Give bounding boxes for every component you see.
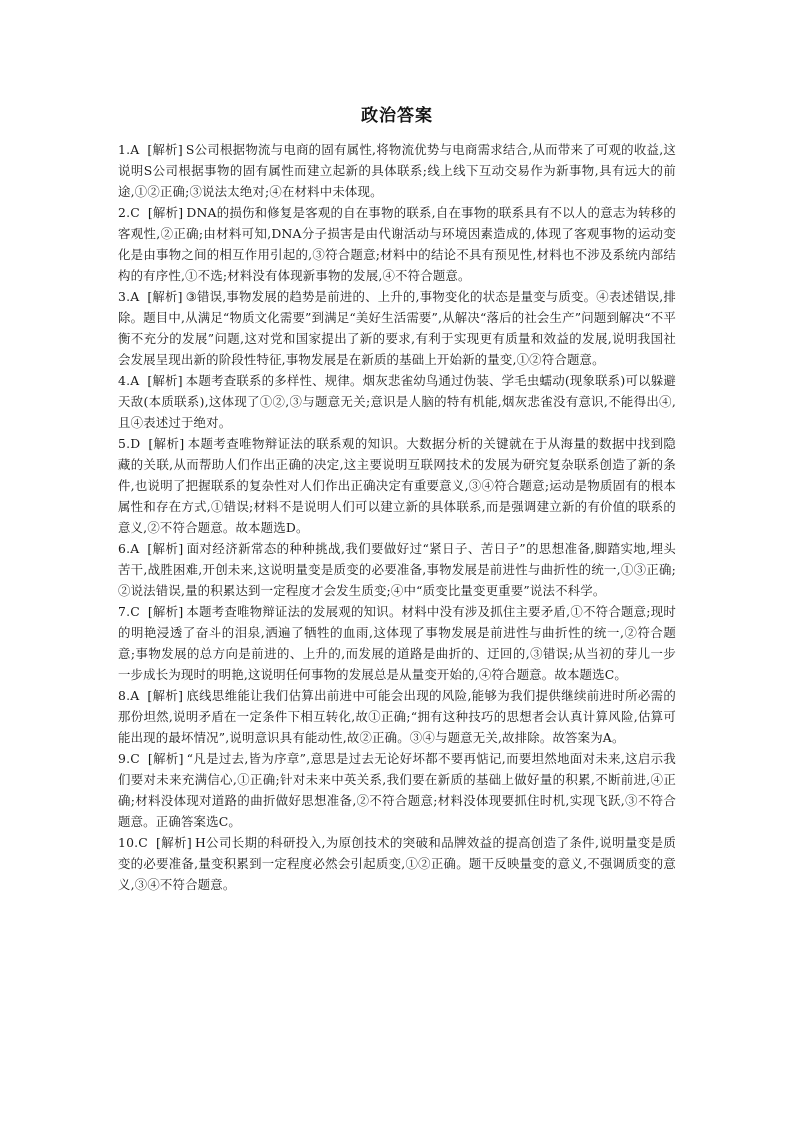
analysis-text: 底线思维能让我们估算出前进中可能会出现的风险,能够为我们提供继续前进时所必需的那份坦然,说明矛盾在一定条件下相互转化,故①正确;“拥有这种技巧的思想者会认真计算风险,估算可能出现的最坏情况”,说明意识具有能动性,故②正确。③④与题意无关,故排除。故答案为A。 [118,688,676,745]
answer-item-9 [118,748,676,832]
answer-item-2 [118,202,676,286]
analysis-text: S公司根据物流与电商的固有属性,将物流优势与电商需求结合,从而带来了可观的收益,这说明S公司根据事物的固有属性而建立起新的具体联系;线上线下互动交易作为新事物,具有远大的前途,①②正确;③说法太绝对;④在材料中未体现。 [118,142,677,199]
analysis-text: H公司长期的科研投入,为原创技术的突破和品牌效益的提高创造了条件,说明量变是质变的必要准备,量变积累到一定程度必然会引起质变,①②正确。题干反映量变的意义,不强调质变的意义,③④不符合题意。 [118,835,677,892]
answer-number: 7.C [118,604,140,619]
analysis-tag: [解析] [148,436,185,451]
answer-item-1 [118,139,676,202]
answer-item-6 [118,538,676,601]
analysis-text: DNA的损伤和修复是客观的自在事物的联系,自在事物的联系具有不以人的意志为转移的客观性,②正确;由材料可知,DNA分子损害是由代谢活动与环境因素造成的,体现了客观事物的运动变化是由事物之间的相互作用引起的,③符合题意;材料中的结论不具有预见性,材料也不涉及系统内部结构的有序性,①不选;材料没有体现新事物的发展,④不符合题意。 [118,205,677,283]
answer-item-4 [118,370,676,433]
analysis-tag: [解析] [147,688,184,703]
analysis-tag: [解析] [147,289,183,304]
answer-number: 10.C [118,835,148,850]
answer-number: 3.A [118,289,140,304]
answer-number: 9.C [118,751,140,766]
analysis-tag: [解析] [147,205,184,220]
answer-sheet [118,104,676,895]
answer-item-3 [118,286,676,370]
analysis-text: ③错误,事物发展的趋势是前进的、上升的,事物变化的状态是量变与质变。④表述错误,排除。题目中,从满足“物质文化需要”到满足“美好生活需要”,从解决“落后的社会生产”问题到解决“不平衡不充分的发展”问题,这对党和国家提出了新的要求,有利于实现更有质量和效益的发展,说明我国社会发展呈现出新的阶段性特征,事物发展是在新质的基础上开始新的量变,①②符合题意。 [118,289,677,367]
answer-number: 1.A [118,142,140,157]
answer-item-10 [118,832,676,895]
analysis-text: “凡是过去,皆为序章”,意思是过去无论好坏都不要再惦记,而要坦然地面对未来,这启示我们要对未来充满信心,①正确;针对未来中英关系,我们要在新质的基础上做好量的积累,不断前进,④正确;材料没体现对道路的曲折做好思想准备,②不符合题意;材料没体现要抓住时机,实现飞跃,③不符合题意。正确答案选C。 [118,751,677,829]
answer-item-7 [118,601,676,685]
analysis-tag: [解析] [147,604,184,619]
answer-item-8 [118,685,676,748]
answer-number: 8.A [118,688,140,703]
answer-number: 6.A [118,541,140,556]
analysis-tag: [解析] [147,142,183,157]
analysis-tag: [解析] [156,835,192,850]
analysis-tag: [解析] [147,751,184,766]
page-title: 政治答案 [361,106,433,126]
answer-number: 2.C [118,205,140,220]
analysis-text: 本题考查唯物辩证法的联系观的知识。大数据分析的关键就在于从海量的数据中找到隐藏的关联,从而帮助人们作出正确的决定,这主要说明互联网技术的发展为研究复杂联系创造了新的条件,也说明了把握联系的复杂性对人们作出正确决定有重要意义,③④符合题意;运动是物质固有的根本属性和存在方式,①错误;材料不是说明人们可以建立新的具体联系,而是强调建立新的有价值的联系的意义,②不符合题意。故本题选D。 [118,436,677,535]
analysis-tag: [解析] [147,541,184,556]
answer-number: 4.A [118,373,140,388]
analysis-text: 本题考查联系的多样性、规律。烟灰悲雀幼鸟通过伪装、学毛虫蠕动(现象联系)可以躲避天敌(本质联系),这体现了①②,③与题意无关;意识是人脑的特有机能,烟灰悲雀没有意识,不能得出④,且④表述过于绝对。 [118,373,677,430]
analysis-tag: [解析] [147,373,183,388]
answer-item-5 [118,433,676,538]
analysis-text: 面对经济新常态的种种挑战,我们要做好过“紧日子、苦日子”的思想准备,脚踏实地,埋头苦干,战胜困难,开创未来,这说明量变是质变的必要准备,事物发展是前进性与曲折性的统一,①③正确;②说法错误,量的积累达到一定程度才会发生质变;④中“质变比量变更重要”说法不科学。 [118,541,677,598]
analysis-text: 本题考查唯物辩证法的发展观的知识。材料中没有涉及抓住主要矛盾,①不符合题意;现时的明艳浸透了奋斗的泪泉,洒遍了牺牲的血雨,这体现了事物发展是前进性与曲折性的统一,②符合题意;事物发展的总方向是前进的、上升的,而发展的道路是曲折的、迂回的,③错误;从当初的芽儿一步一步成长为现时的明艳,这说明任何事物的发展总是从量变开始的,④符合题意。故本题选C。 [118,604,676,682]
answer-number: 5.D [118,436,141,451]
